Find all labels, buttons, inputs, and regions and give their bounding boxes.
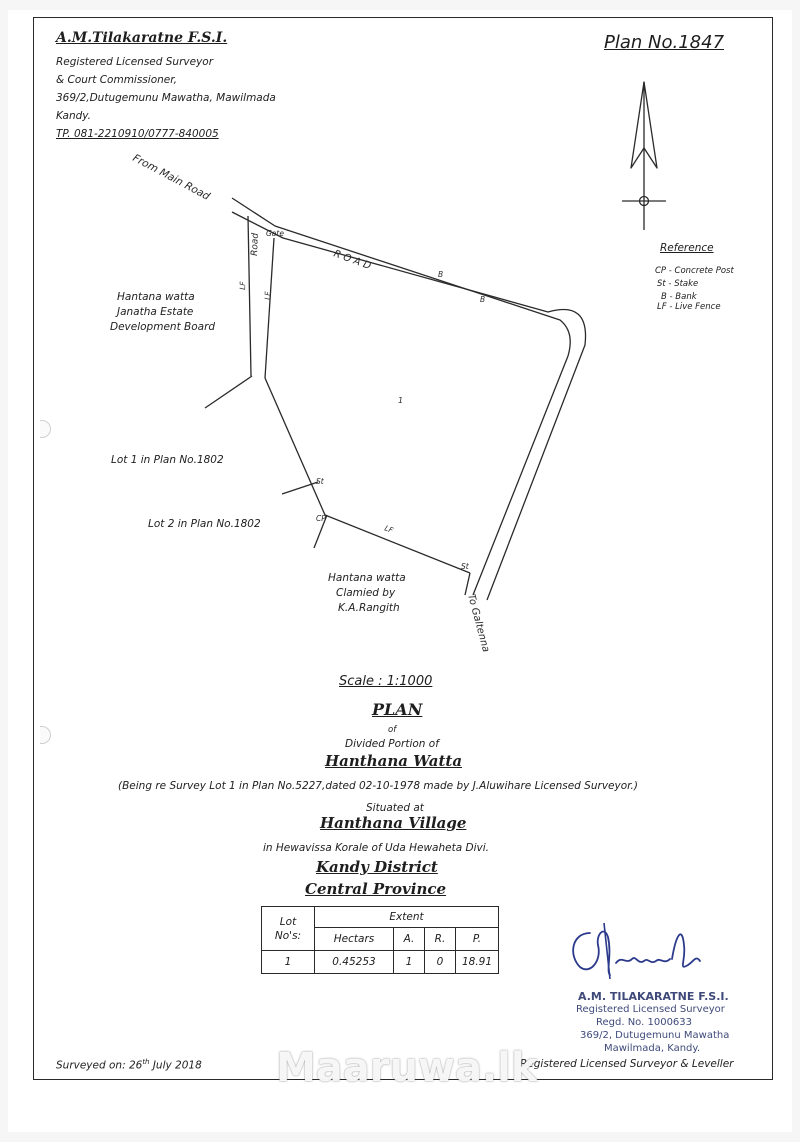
stamp-line: Registered Licensed Surveyor [576, 1004, 725, 1015]
column-header: Hectars [315, 928, 394, 951]
plan-number: Plan No.1847 [604, 32, 725, 53]
surveyor-phone: TP. 081-2210910/0777-840005 [56, 128, 219, 140]
to-galtenna-label: To Galtenna [465, 592, 492, 654]
legend-item: B - Bank [661, 292, 697, 302]
bank-label: B [438, 270, 444, 279]
boundary-line [465, 573, 470, 595]
column-header: A. [394, 928, 425, 951]
surveyed-date: Surveyed on: 26th July 2018 [56, 1058, 202, 1072]
resurvey-note: (Being re Survey Lot 1 in Plan No.5227,dated 02-10-1978 made by J.Aluwihare Licensed Surveyor.) [118, 780, 638, 792]
legend-title: Reference [660, 242, 714, 254]
watermark: Maaruwa.lk [276, 1045, 538, 1091]
neighbor-label: K.A.Rangith [338, 602, 400, 614]
surveyor-city: Kandy. [56, 110, 92, 122]
plan-title: PLAN [372, 700, 423, 719]
neighbor-label: Clamied by [336, 587, 396, 599]
surveyor-line: Registered Licensed Surveyor [56, 56, 214, 68]
signature-image [560, 915, 720, 985]
province-name: Central Province [305, 880, 447, 898]
stake-label: St [461, 562, 469, 571]
acres-cell: 1 [394, 951, 425, 974]
roods-cell: 0 [425, 951, 456, 974]
side-road-label: Road [250, 232, 261, 257]
korale-label: in Hewavissa Korale of Uda Hewaheta Divi. [263, 842, 489, 854]
neighbor-label: Development Board [110, 321, 216, 333]
scale-label: Scale : 1:1000 [339, 674, 433, 689]
live-fence-label: LF [263, 291, 273, 301]
neighbor-label: Hantana watta [328, 572, 406, 584]
neighbor-label: Lot 1 in Plan No.1802 [111, 454, 224, 466]
table-row [262, 951, 499, 974]
extent-header: Extent [315, 907, 499, 928]
neighbor-label: Janatha Estate [117, 306, 194, 318]
neighbor-label: Lot 2 in Plan No.1802 [148, 518, 261, 530]
stake-label: St [316, 477, 324, 486]
lot-header: Lot No's: [262, 907, 315, 951]
perches-cell: 18.91 [456, 951, 499, 974]
column-header: P. [456, 928, 499, 951]
from-main-road-label: From Main Road [130, 152, 212, 203]
live-fence-label: LF [238, 281, 248, 291]
bank-label: B [480, 295, 486, 304]
lot-boundary [265, 378, 470, 573]
gate-label: Gate [266, 229, 284, 238]
stamp-line: Mawilmada, Kandy. [604, 1043, 701, 1054]
surveyor-address: 369/2,Dutugemunu Mawatha, Mawilmada [56, 92, 276, 104]
legend-item: LF - Live Fence [657, 302, 721, 312]
north-arrow-icon [622, 82, 666, 230]
road-label: R O A D [331, 248, 373, 273]
signature-role: Registered Licensed Surveyor & Leveller [520, 1058, 734, 1070]
village-name: Hanthana Village [320, 814, 467, 832]
district-name: Kandy District [316, 858, 438, 876]
land-name: Hanthana Watta [325, 752, 463, 770]
column-header: R. [425, 928, 456, 951]
divided-label: Divided Portion of [345, 738, 439, 750]
stamp-line: Regd. No. 1000633 [596, 1017, 693, 1028]
of-label: of [388, 725, 397, 735]
situated-label: Situated at [366, 802, 424, 814]
neighbor-label: Hantana watta [117, 291, 195, 303]
stamp-line: A.M. TILAKARATNE F.S.I. [578, 990, 729, 1003]
stamp-line: 369/2, Dutugemunu Mawatha [580, 1030, 730, 1041]
surveyor-line: & Court Commissioner, [56, 74, 177, 86]
lot-cell: 1 [262, 951, 315, 974]
surveyor-name: A.M.Tilakaratne F.S.I. [56, 30, 228, 46]
concrete-post-label: CP [316, 514, 326, 523]
side-road-right-edge [265, 238, 274, 378]
lot-number-label: 1 [398, 396, 404, 405]
legend-item: CP - Concrete Post [655, 266, 734, 276]
legend-item: St - Stake [657, 279, 699, 289]
extent-table [261, 906, 499, 974]
hectars-cell: 0.45253 [315, 951, 394, 974]
boundary-line [205, 376, 252, 408]
live-fence-label: LF [383, 523, 395, 535]
